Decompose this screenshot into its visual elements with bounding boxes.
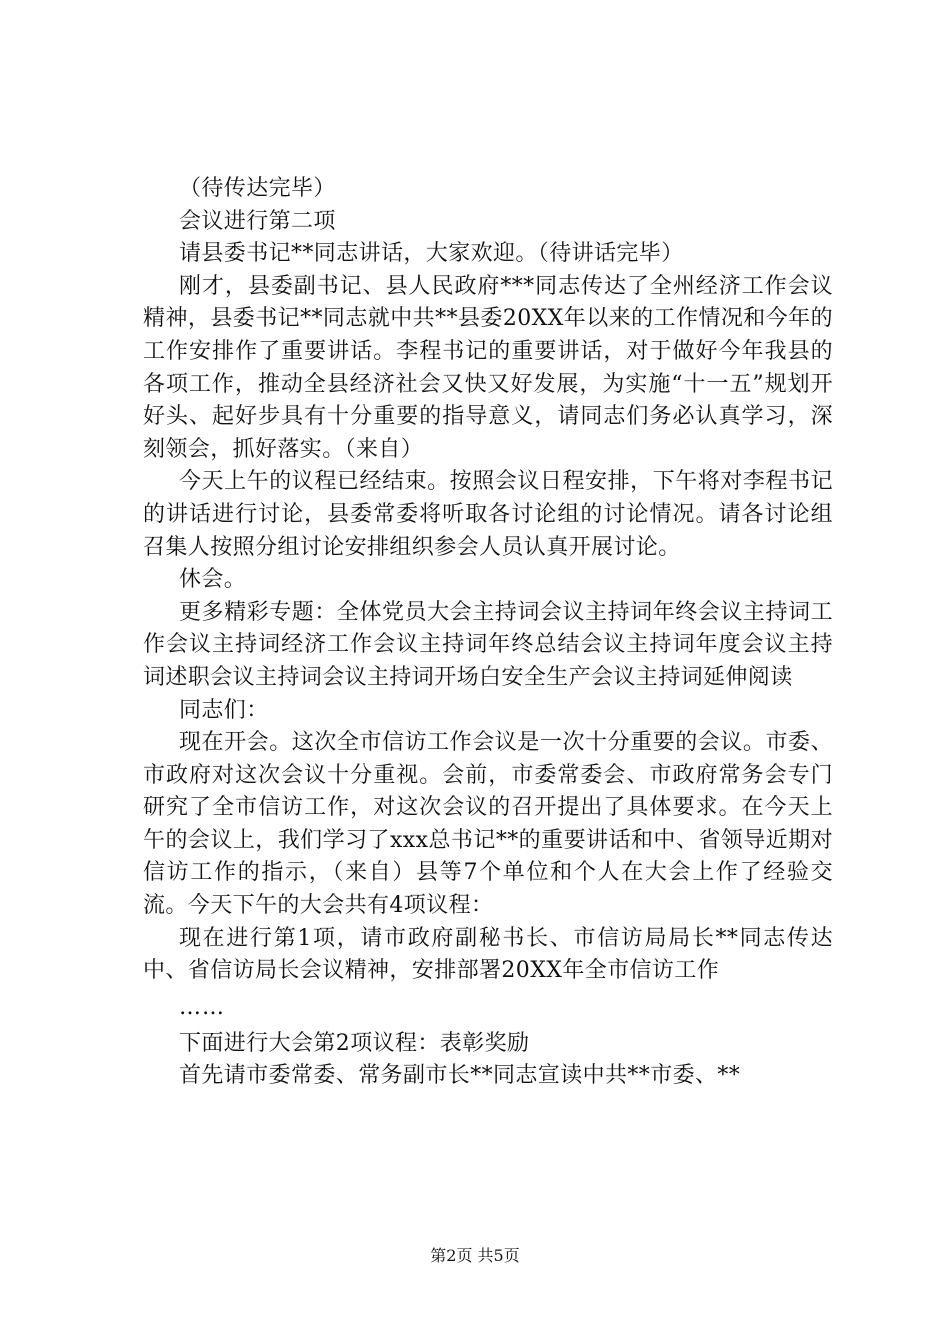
paragraph-read-decision: 首先请市委常委、常务副市长**同志宣读中共**市委、** <box>179 1063 741 1089</box>
paragraph-adjourn: 休会。 <box>179 567 247 593</box>
paragraph-greeting: 同志们： <box>179 697 269 723</box>
paragraph-agenda-item-two-awards: 下面进行大会第2项议程：表彰奖励 <box>179 1030 530 1056</box>
paragraph-invite-speech: 请县委书记**同志讲话，大家欢迎。（待讲话完毕） <box>179 241 684 267</box>
paragraph-meeting-opening: 现在开会。这次全市信访工作会议是一次十分重要的会议。市委、市政府对这次会议十分重视。会前，市委常委会、市政府常务会专门研究了全市信访工作，对这次会议的召开提出了具体要求。在今天上午的会议上，我们学习了xxx总书记**的重要讲话和中、省领导近期对信访工作的指示，（来自）县等7个单位和个人在大会上作了经验交流。今天下午的大会共有4项议程： <box>143 730 833 919</box>
paragraph-pending-relay: （待传达完毕） <box>179 176 336 201</box>
paragraph-morning-agenda-ended: 今天上午的议程已经结束。按照会议日程安排，下午将对李程书记的讲话进行讨论，县委常委将听取各讨论组的讨论情况。请各讨论组召集人按照分组讨论安排组织参会人员认真开展讨论。 <box>143 469 833 560</box>
paragraph-agenda-item-one: 现在进行第1项，请市政府副秘书长、市信访局局长**同志传达中、省信访局长会议精神，安排部署20XX年全市信访工作 <box>143 925 833 984</box>
document-body <box>143 173 833 1093</box>
page-number-footer: 第2页 共5页 <box>430 1246 520 1265</box>
paragraph-summary-speech: 刚才，县委副书记、县人民政府***同志传达了全州经济工作会议精神，县委书记**同志就中共**县委20XX年以来的工作情况和今年的工作安排作了重要讲话。李程书记的重要讲话，对于做好今年我县的各项工作，推动全县经济社会又快又好发展，为实施“十一五”规划开好头、起好步具有十分重要的指导意义，请同志们务必认真学习，深刻领会，抓好落实。（来自） <box>143 273 833 462</box>
paragraph-agenda-item-two: 会议进行第二项 <box>179 208 336 234</box>
paragraph-more-topics: 更多精彩专题：全体党员大会主持词会议主持词年终会议主持词工作会议主持词经济工作会议主持词年终总结会议主持词年度会议主持词述职会议主持词会议主持词开场白安全生产会议主持词延伸阅读 <box>143 599 833 690</box>
paragraph-ellipsis: …… <box>179 994 225 1020</box>
